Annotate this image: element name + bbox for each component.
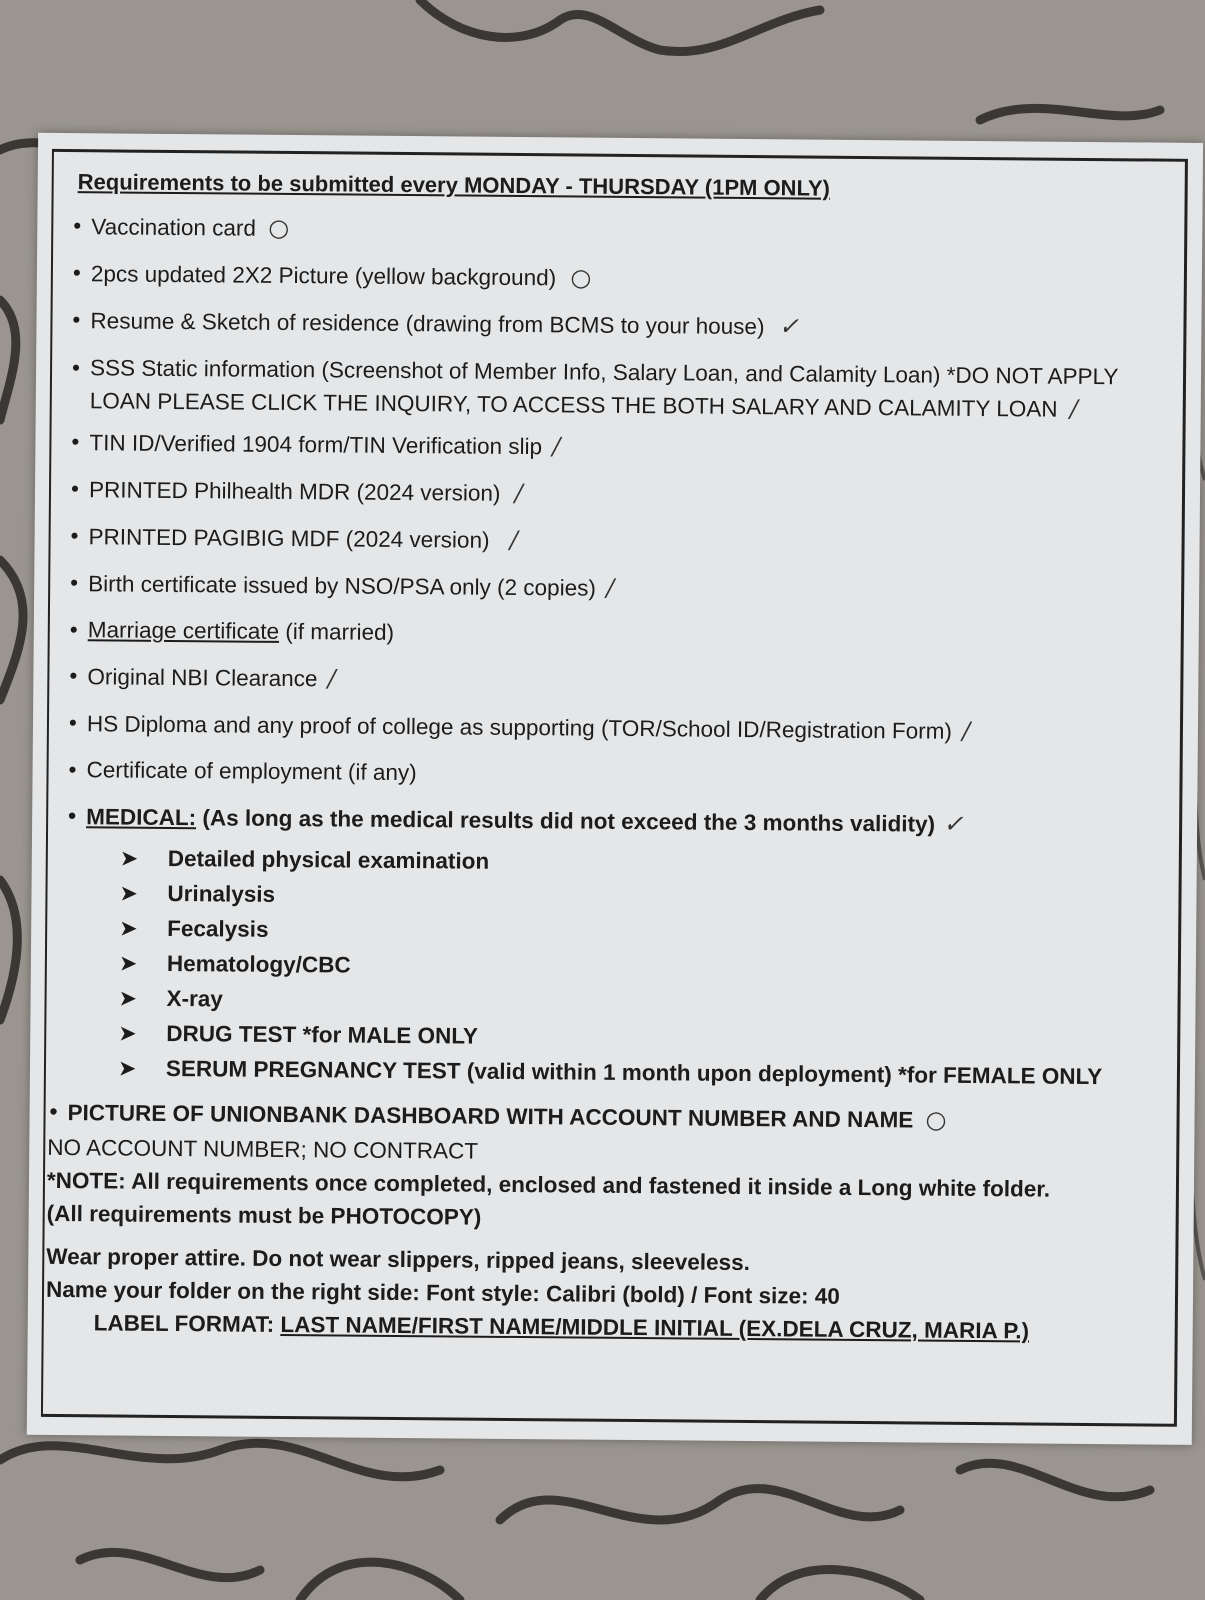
list-item-unionbank: • PICTURE OF UNIONBANK DASHBOARD WITH ACCOUNT NUMBER AND NAME ○ [47, 1097, 1173, 1138]
list-item-marriage-certificate: • Marriage certificate (if married) [68, 615, 1178, 655]
no-account-warning: NO ACCOUNT NUMBER; NO CONTRACT [47, 1134, 479, 1164]
document-body [27, 133, 1203, 1445]
handwritten-circle-mark: ○ [570, 263, 592, 292]
arrow-bullet-icon: ➤ [119, 845, 139, 871]
list-item-medical-test: ➤ Urinalysis [119, 876, 1175, 920]
arrow-bullet-icon: ➤ [119, 880, 139, 906]
handwritten-circle-mark: ○ [925, 1105, 947, 1134]
handwritten-tick-mark: / [606, 573, 615, 602]
arrow-bullet-icon: ➤ [119, 915, 138, 941]
list-item-medical-test: ➤ Hematology/CBC [119, 946, 1175, 990]
handwritten-tick-mark: / [962, 716, 971, 745]
list-item-medical-test: ➤ SERUM PREGNANCY TEST (valid within 1 month upon deployment) *for FEMALE ONLY [118, 1051, 1174, 1095]
handwritten-tick-mark: / [509, 525, 519, 554]
arrow-bullet-icon: ➤ [118, 950, 138, 976]
list-item-medical-test: ➤ DRUG TEST *for MALE ONLY [118, 1016, 1174, 1060]
list-item-hs-diploma: • HS Diploma and any proof of college as supporting (TOR/School ID/Registration Form) / [67, 708, 1177, 749]
medical-tests-list [118, 841, 1176, 1095]
note-folder-instruction: *NOTE: All requirements once completed, enclosed and fastened it inside a Long white folder. [46, 1167, 1051, 1202]
list-item-certificate-employment: • Certificate of employment (if any) [66, 755, 1176, 795]
attire-instruction: Wear proper attire. Do not wear slippers, ripped jeans, sleeveless. [46, 1243, 751, 1276]
handwritten-check-mark: ✓ [943, 809, 964, 838]
handwritten-tick-mark: / [1069, 394, 1079, 423]
list-item-medical-test: ➤ X-ray [118, 981, 1174, 1025]
label-format-example: LAST NAME/FIRST NAME/MIDDLE INITIAL (EX.DELA CRUZ, MARIA P.) [280, 1311, 1030, 1344]
handwritten-tick-mark: / [327, 664, 336, 693]
list-item-nbi-clearance: • Original NBI Clearance / [67, 661, 1177, 702]
list-item-medical-test: ➤ Fecalysis [119, 911, 1175, 955]
arrow-bullet-icon: ➤ [117, 1055, 137, 1081]
list-item-medical: • MEDICAL: (As long as the medical results did not exceed the 3 months validity) ✓ ➤ Detailed physical examination ➤ Urinalysis ➤ Fecalysis ➤ Hematology/CBC ➤ X-ray ➤ DRUG TEST *for MALE ONLY ➤ SERUM PREGNANCY TEST (valid within 1 month upon deployment) *for FEMALE ONLY [64, 801, 1176, 1095]
arrow-bullet-icon: ➤ [118, 985, 138, 1011]
list-item-tin: • TIN ID/Verified 1904 form/TIN Verification slip / [69, 427, 1179, 468]
list-item-medical-test: ➤ Detailed physical examination [120, 841, 1176, 885]
requirements-sheet [27, 133, 1203, 1445]
handwritten-tick-mark: / [514, 478, 523, 508]
notes-section [46, 1131, 1168, 1349]
list-item-picture: • 2pcs updated 2X2 Picture (yellow background) ○ [71, 258, 1181, 299]
list-item-resume-sketch: • Resume & Sketch of residence (drawing from BCMS to your house) ✓ [70, 305, 1180, 346]
handwritten-tick-mark: / [552, 432, 561, 461]
handwritten-circle-mark: ○ [268, 213, 290, 242]
list-item-birth-certificate: • Birth certificate issued by NSO/PSA only (2 copies) / [68, 568, 1178, 609]
document-heading: Requirements to be submitted every MONDAY - THURSDAY (1PM ONLY) [77, 169, 831, 201]
arrow-bullet-icon: ➤ [118, 1020, 137, 1046]
folder-naming-instruction: Name your folder on the right side: Font style: Calibri (bold) / Font size: 40 [45, 1276, 840, 1309]
list-item-pagibig: • PRINTED PAGIBIG MDF (2024 version) / [68, 521, 1178, 562]
label-format-line: LABEL FORMAT: LAST NAME/FIRST NAME/MIDDLE INITIAL (EX.DELA CRUZ, MARIA P.) [93, 1310, 1030, 1344]
list-item-vaccination-card: • Vaccination card ○ [71, 211, 1181, 252]
requirements-list [63, 211, 1181, 1154]
note-photocopy: (All requirements must be PHOTOCOPY) [46, 1200, 482, 1230]
list-item-sss-info: • SSS Static information (Screenshot of Member Info, Salary Loan, and Calamity Loan) *DO NOT APPLY LOAN PLEASE CLICK THE INQUIRY, TO ACCESS THE BOTH SALARY AND CALAMITY LOAN / [70, 352, 1181, 427]
list-item-philhealth: • PRINTED Philhealth MDR (2024 version) / [69, 474, 1179, 515]
handwritten-check-mark: ✓ [778, 312, 800, 341]
